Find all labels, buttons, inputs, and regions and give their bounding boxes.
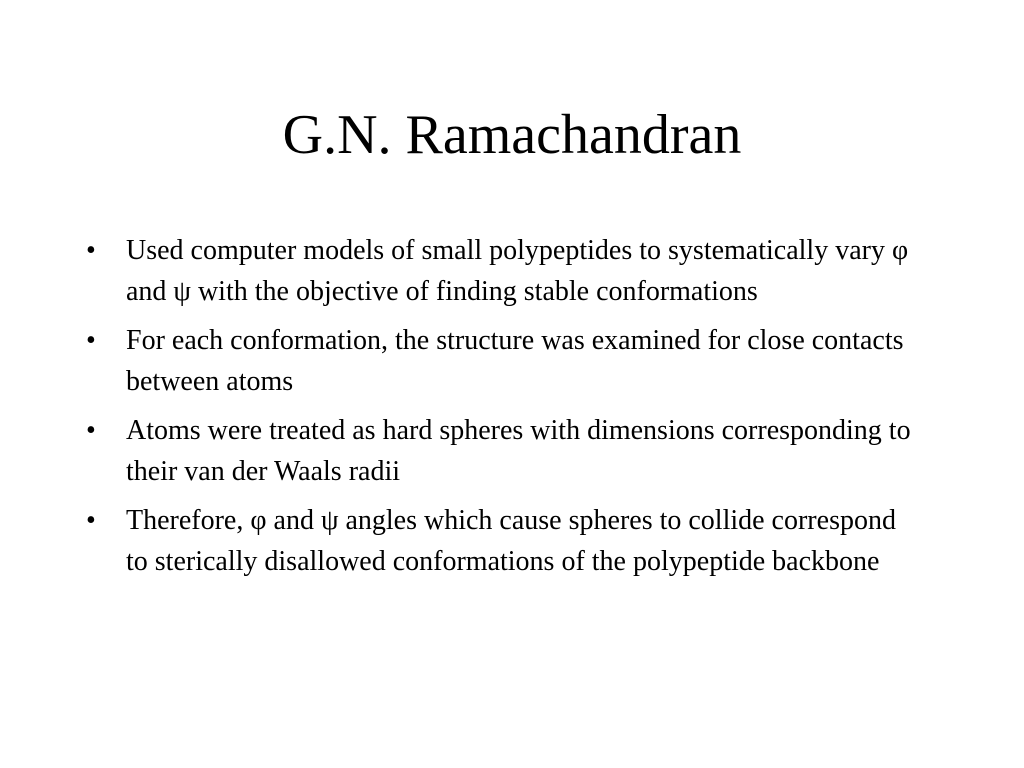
list-item — [84, 320, 924, 402]
bullet-icon: • — [86, 325, 96, 356]
bullet-text: Therefore, φ and ψ angles which cause spheres to collide correspond to sterically disallowed conformations of the polypeptide backbone — [126, 505, 896, 577]
bullet-text: For each conformation, the structure was examined for close contacts between atoms — [126, 325, 904, 397]
bullet-list — [84, 230, 924, 590]
bullet-text: Used computer models of small polypeptides to systematically vary φ and ψ with the objective of finding stable conformations — [126, 235, 909, 307]
bullet-text: Atoms were treated as hard spheres with dimensions corresponding to their van der Waals radii — [126, 415, 911, 487]
list-item — [84, 500, 924, 582]
bullet-icon: • — [86, 235, 96, 266]
list-item — [84, 230, 924, 312]
list-item — [84, 410, 924, 492]
slide-title: G.N. Ramachandran — [282, 104, 742, 166]
bullet-icon: • — [86, 505, 96, 536]
bullet-icon: • — [86, 415, 96, 446]
